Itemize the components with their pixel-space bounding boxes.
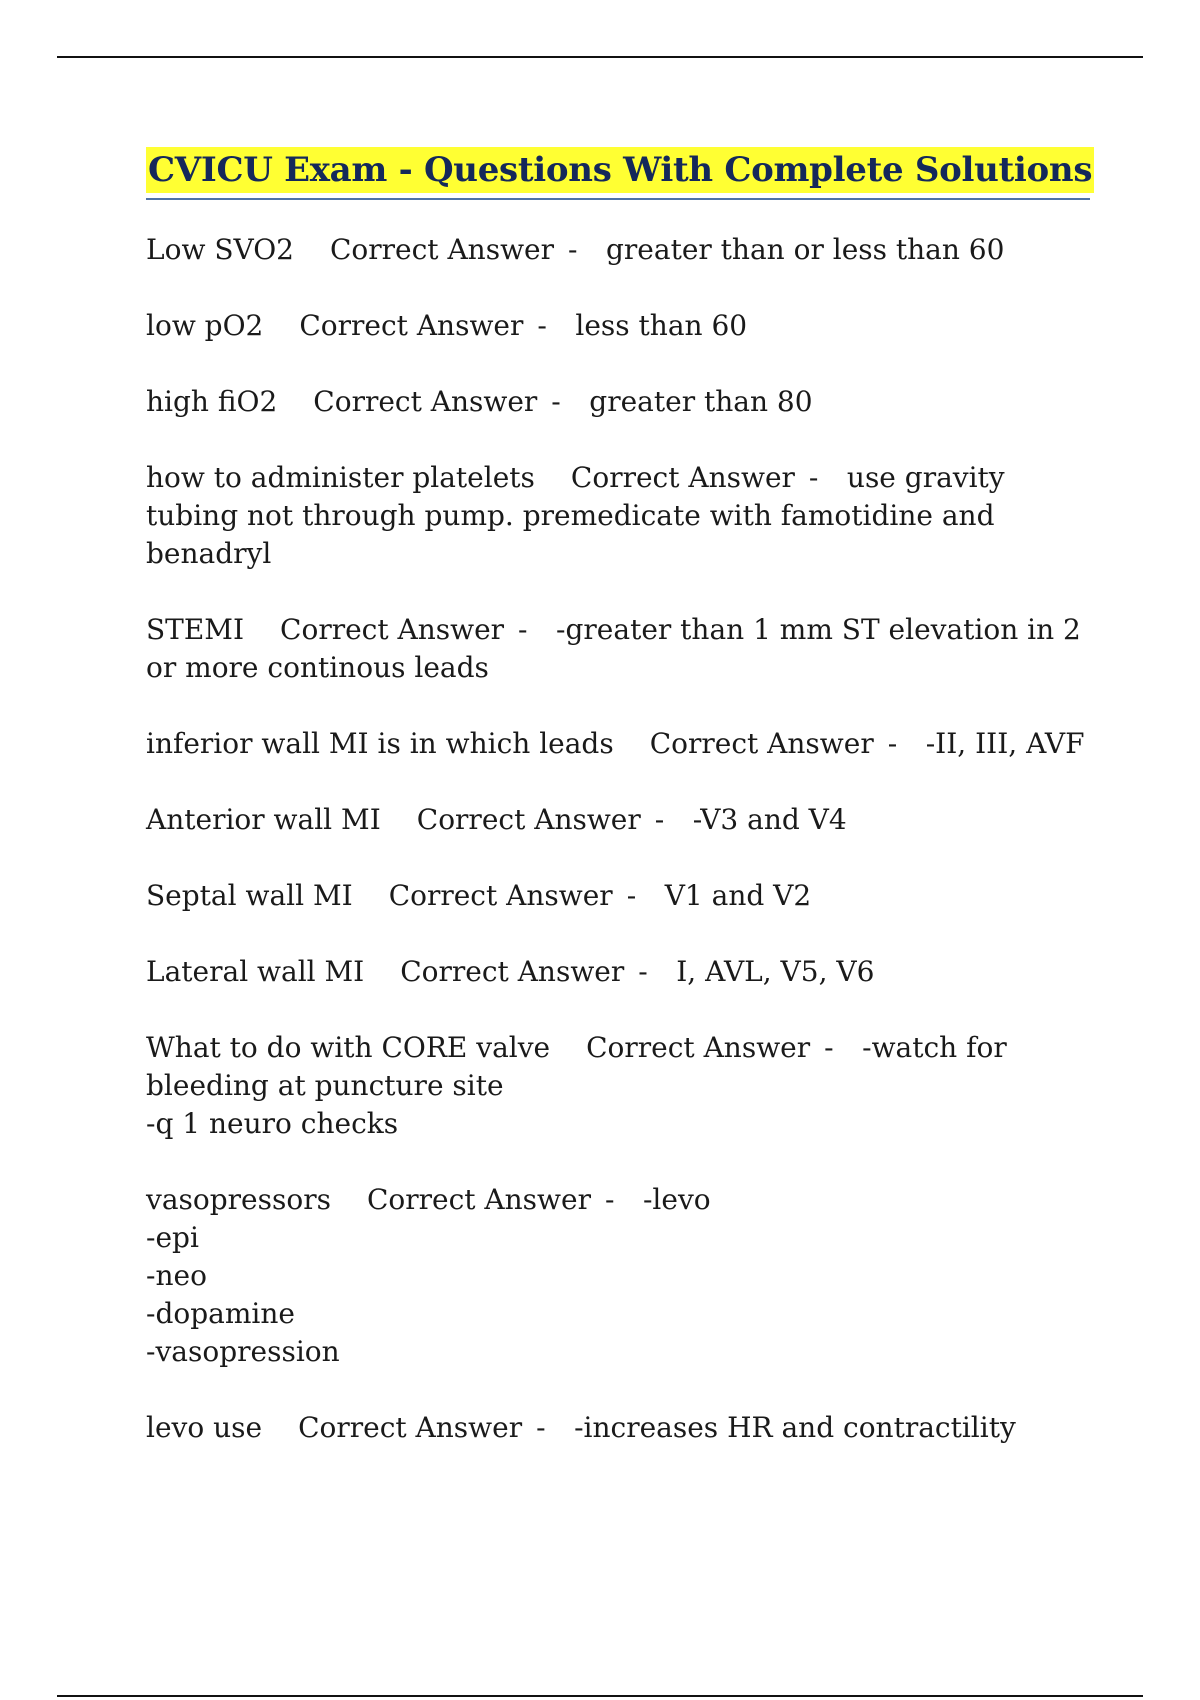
- qa-item: [146, 307, 1090, 345]
- answer-text: greater than 80: [589, 385, 813, 418]
- qa-item: [146, 611, 1090, 687]
- question-text: STEMI: [146, 613, 245, 646]
- question-text: levo use: [146, 1411, 263, 1444]
- question-text: Lateral wall MI: [146, 955, 365, 988]
- answer-label: Correct Answer: [388, 879, 613, 912]
- answer-dash: -: [654, 803, 665, 836]
- answer-dash: -: [808, 461, 819, 494]
- page-title: CVICU Exam - Questions With Complete Solutions: [146, 147, 1094, 193]
- answer-dash: -: [536, 1411, 546, 1444]
- question-text: Anterior wall MI: [146, 803, 381, 836]
- qa-list: [146, 231, 1090, 1485]
- question-text: vasopressors: [146, 1183, 331, 1216]
- footer-rule: [57, 1695, 1143, 1697]
- answer-dash: -: [824, 1031, 834, 1064]
- question-text: high fiO2: [146, 385, 278, 418]
- question-text: What to do with CORE valve: [146, 1031, 551, 1064]
- answer-dash: -: [537, 309, 547, 342]
- answer-text: -dopamine: [146, 1297, 295, 1330]
- answer-label: Correct Answer: [649, 727, 874, 760]
- qa-item: [146, 231, 1090, 269]
- answer-text: less than 60: [575, 309, 748, 342]
- answer-text: greater than or less than 60: [606, 233, 1005, 266]
- qa-item: [146, 801, 1090, 839]
- answer-text: -vasopression: [146, 1335, 340, 1368]
- qa-item: [146, 725, 1090, 763]
- qa-item: [146, 1181, 1090, 1371]
- answer-text: -levo: [642, 1183, 711, 1216]
- answer-label: Correct Answer: [416, 803, 641, 836]
- question-text: low pO2: [146, 309, 264, 342]
- answer-dash: -: [626, 879, 637, 912]
- answer-text: -neo: [146, 1259, 207, 1292]
- answer-dash: -: [518, 613, 528, 646]
- answer-label: Correct Answer: [400, 955, 625, 988]
- qa-item: [146, 459, 1090, 573]
- answer-dash: -: [551, 385, 561, 418]
- answer-label: Correct Answer: [330, 233, 554, 266]
- answer-text: V1 and V2: [664, 879, 812, 912]
- answer-label: Correct Answer: [366, 1183, 591, 1216]
- qa-item: [146, 383, 1090, 421]
- question-text: Low SVO2: [146, 233, 294, 266]
- title-block: [146, 147, 1093, 200]
- answer-text: -watch for bleeding at puncture site: [146, 1031, 1007, 1102]
- qa-item: [146, 953, 1090, 991]
- answer-text: -V3 and V4: [692, 803, 847, 836]
- answer-dash: -: [638, 955, 648, 988]
- answer-label: Correct Answer: [586, 1031, 811, 1064]
- answer-text: -epi: [146, 1221, 199, 1254]
- answer-label: Correct Answer: [299, 309, 524, 342]
- question-text: Septal wall MI: [146, 879, 353, 912]
- answer-text: -greater than 1 mm ST elevation in 2 or more continous leads: [146, 613, 1081, 684]
- answer-text: -increases HR and contractility: [574, 1411, 1016, 1444]
- qa-item: [146, 1409, 1090, 1447]
- answer-text: use gravity tubing not through pump. premedicate with famotidine and benadryl: [146, 461, 1005, 570]
- answer-label: Correct Answer: [313, 385, 538, 418]
- header-rule: [57, 56, 1143, 58]
- question-text: how to administer platelets: [146, 461, 535, 494]
- answer-label: Correct Answer: [570, 461, 795, 494]
- qa-item: [146, 1029, 1090, 1143]
- qa-item: [146, 877, 1090, 915]
- answer-text: -II, III, AVF: [925, 727, 1085, 760]
- answer-dash: -: [568, 233, 578, 266]
- answer-text: I, AVL, V5, V6: [676, 955, 875, 988]
- answer-text: -q 1 neuro checks: [146, 1107, 399, 1140]
- answer-dash: -: [604, 1183, 615, 1216]
- question-text: inferior wall MI is in which leads: [146, 727, 614, 760]
- answer-label: Correct Answer: [280, 613, 505, 646]
- answer-label: Correct Answer: [298, 1411, 523, 1444]
- answer-dash: -: [887, 727, 898, 760]
